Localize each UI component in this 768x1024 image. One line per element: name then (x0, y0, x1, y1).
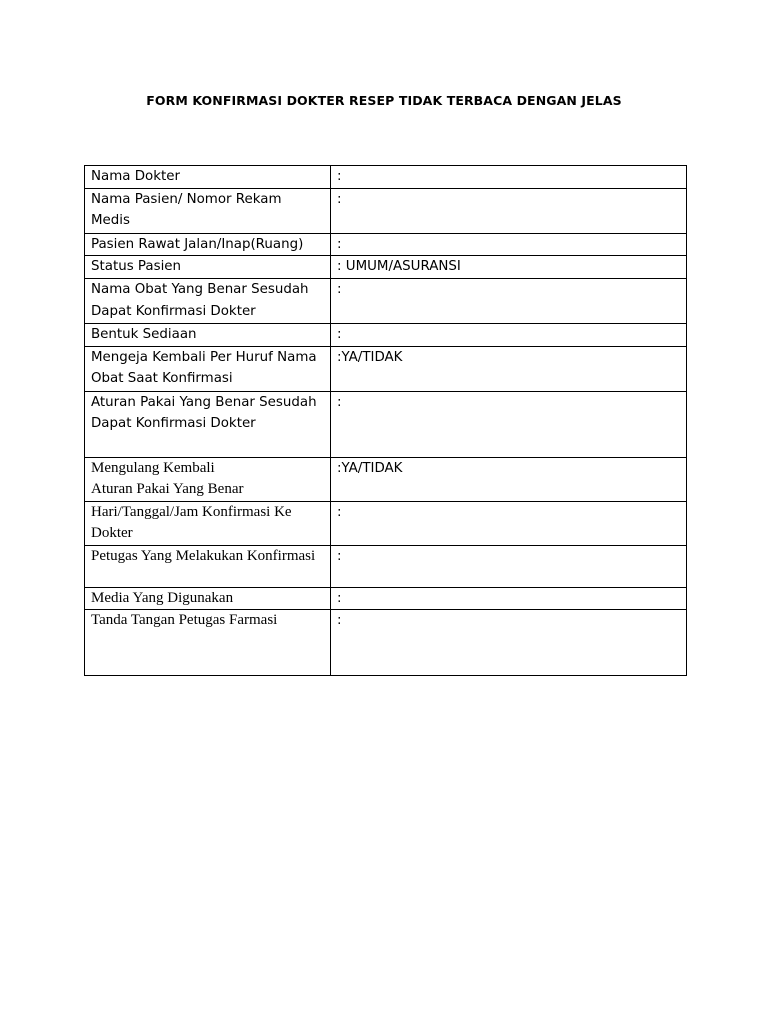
confirmation-form-table (84, 165, 687, 676)
row-label-rawat-jalan-inap: Pasien Rawat Jalan/Inap(Ruang) (85, 233, 331, 256)
row-value-nama-dokter: : (331, 166, 687, 189)
table-row (85, 324, 687, 347)
row-value-status-pasien: : UMUM/ASURANSI (331, 256, 687, 279)
table-row (85, 279, 687, 324)
table-row (85, 166, 687, 189)
table-row (85, 256, 687, 279)
table-row (85, 188, 687, 233)
table-row (85, 501, 687, 545)
row-label-media: Media Yang Digunakan (85, 587, 331, 610)
table-row (85, 545, 687, 587)
row-label-nama-dokter: Nama Dokter (85, 166, 331, 189)
row-value-petugas: : (331, 545, 687, 587)
row-label-nama-pasien: Nama Pasien/ Nomor Rekam Medis (85, 188, 331, 233)
row-value-rawat-jalan-inap: : (331, 233, 687, 256)
row-label-petugas: Petugas Yang Melakukan Konfirmasi (85, 545, 331, 587)
row-value-mengulang-kembali: :YA/TIDAK (331, 457, 687, 501)
row-value-nama-obat: : (331, 279, 687, 324)
row-value-bentuk-sediaan: : (331, 324, 687, 347)
row-label-mengulang-line-2: Aturan Pakai Yang Benar (91, 481, 244, 497)
table-row (85, 457, 687, 501)
table-row (85, 610, 687, 676)
row-label-tanda-tangan: Tanda Tangan Petugas Farmasi (85, 610, 331, 676)
row-value-nama-pasien: : (331, 188, 687, 233)
row-label-status-pasien: Status Pasien (85, 256, 331, 279)
row-value-mengeja-kembali: :YA/TIDAK (331, 346, 687, 391)
row-value-aturan-pakai: : (331, 391, 687, 457)
table-row (85, 233, 687, 256)
form-title: FORM KONFIRMASI DOKTER RESEP TIDAK TERBACA DENGAN JELAS (146, 93, 622, 108)
row-label-aturan-pakai: Aturan Pakai Yang Benar Sesudah Dapat Konfirmasi Dokter (85, 391, 331, 457)
row-label-mengeja-kembali: Mengeja Kembali Per Huruf Nama Obat Saat Konfirmasi (85, 346, 331, 391)
table-row (85, 346, 687, 391)
table-row (85, 587, 687, 610)
row-label-mengulang-kembali (85, 457, 331, 501)
row-label-bentuk-sediaan: Bentuk Sediaan (85, 324, 331, 347)
row-value-media: : (331, 587, 687, 610)
row-value-tanda-tangan: : (331, 610, 687, 676)
table-row (85, 391, 687, 457)
row-label-mengulang-line-1: Mengulang Kembali (91, 459, 215, 476)
row-label-hari-tanggal-jam: Hari/Tanggal/Jam Konfirmasi Ke Dokter (85, 501, 331, 545)
row-label-nama-obat: Nama Obat Yang Benar Sesudah Dapat Konfirmasi Dokter (85, 279, 331, 324)
row-value-hari-tanggal-jam: : (331, 501, 687, 545)
